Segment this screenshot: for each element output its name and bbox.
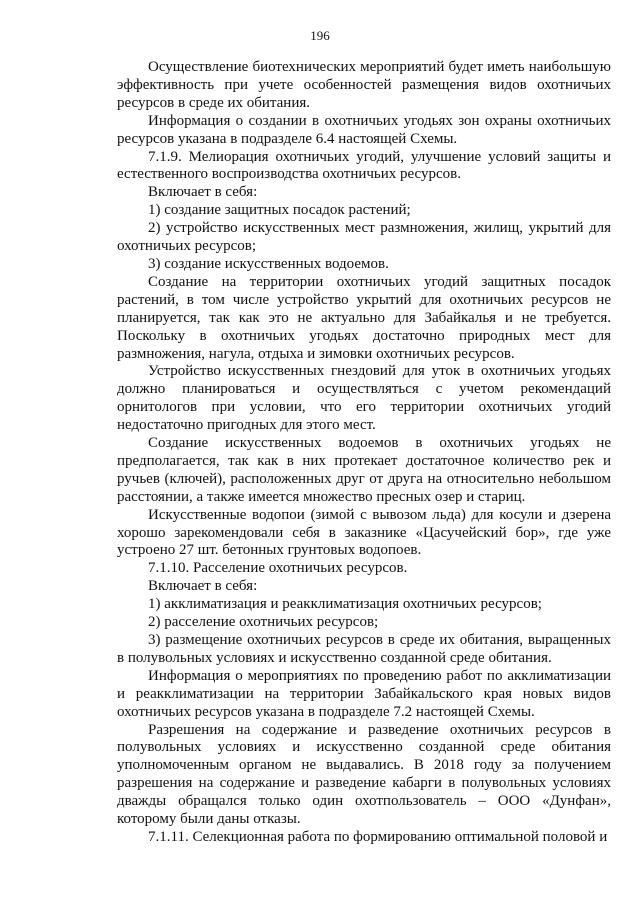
page-number: 196 bbox=[310, 28, 330, 43]
document-body bbox=[117, 59, 611, 847]
list-item-protective-plantings: 1) создание защитных посадок растений; bbox=[148, 202, 411, 219]
list-item-artificial-shelters: 2) устройство искусственных мест размножения, жилищ, укрытий для охотничьих ресурсов; bbox=[117, 220, 611, 255]
paragraph-includes: Включает в себя: bbox=[148, 184, 258, 201]
list-item-resettlement: 2) расселение охотничьих ресурсов; bbox=[148, 614, 379, 631]
paragraph-protection-zones: Информация о создании в охотничьих угодьях зон охраны охотничьих ресурсов указана в подразделе 6.4 настоящей Схемы. bbox=[117, 112, 611, 147]
paragraph-biotech-efficiency: Осуществление биотехнических мероприятий будет иметь наибольшую эффективность при учете особенностей размещения видов охотничьих ресурсов в среде их обитания. bbox=[117, 59, 611, 111]
paragraph-duck-nests: Устройство искусственных гнездовий для уток в охотничьих угодьях должно планироваться и осуществляться с учетом рекомендаций орнитологов при условии, что его территории охотничьих угодий недостаточно пригодных для этого мест. bbox=[117, 363, 611, 434]
section-heading-7-1-9: 7.1.9. Мелиорация охотничьих угодий, улучшение условий защиты и естественного воспроизводства охотничьих ресурсов. bbox=[117, 148, 611, 183]
paragraph-includes-2: Включает в себя: bbox=[148, 578, 258, 595]
paragraph-acclimatization-info: Информация о мероприятиях по проведению работ по акклиматизации и реакклиматизации на территории Забайкальского края новых видов охотничьих ресурсов указана в подразделе 7.2 настоящей Схемы. bbox=[117, 667, 611, 720]
section-heading-7-1-10: 7.1.10. Расселение охотничьих ресурсов. bbox=[148, 560, 408, 577]
list-item-acclimatization: 1) акклиматизация и реакклиматизация охотничьих ресурсов; bbox=[148, 596, 542, 613]
paragraph-permits: Разрешения на содержание и разведение охотничьих ресурсов в полувольных условиях и искусственно созданной среде обитания уполномоченным органом не выдавались. В 2018 году за получением разрешения на содержание и разведение кабарги в полувольных условиях дважды обращался только один охотпользователь – ООО «Дунфан», которому были даны отказы. bbox=[117, 721, 611, 828]
paragraph-ponds-not-planned: Создание искусственных водоемов в охотничьих угодьях не предполагается, так как в них протекает достаточное количество рек и ручьев (ключей), расположенных друг от друга на относительно небольшом расстоянии, а также имеется множество пресных озер и стариц. bbox=[117, 435, 611, 505]
list-item-artificial-ponds: 3) создание искусственных водоемов. bbox=[148, 255, 389, 272]
paragraph-watering-places: Искусственные водопои (зимой с вывозом льда) для косули и дзерена хорошо зарекомендовали себя в заказнике «Цасучейский бор», где уже устроено 27 шт. бетонных грунтовых водопоев. bbox=[117, 506, 611, 559]
paragraph-plantings-not-planned: Создание на территории охотничьих угодий защитных посадок растений, в том числе устройство укрытий для охотничьих ресурсов не планируется, так как это не актуально для Забайкалья и не требуется. Поскольку в охотничьих угодьях достаточно природных мест для размножения, нагула, отдыха и зимовки охотничьих ресурсов. bbox=[117, 273, 611, 362]
list-item-placement: 3) размещение охотничьих ресурсов в среде их обитания, выращенных в полувольных условиях и искусственно созданной среде обитания. bbox=[117, 632, 611, 666]
section-heading-7-1-11: 7.1.11. Селекционная работа по формированию оптимальной половой и bbox=[148, 828, 608, 845]
